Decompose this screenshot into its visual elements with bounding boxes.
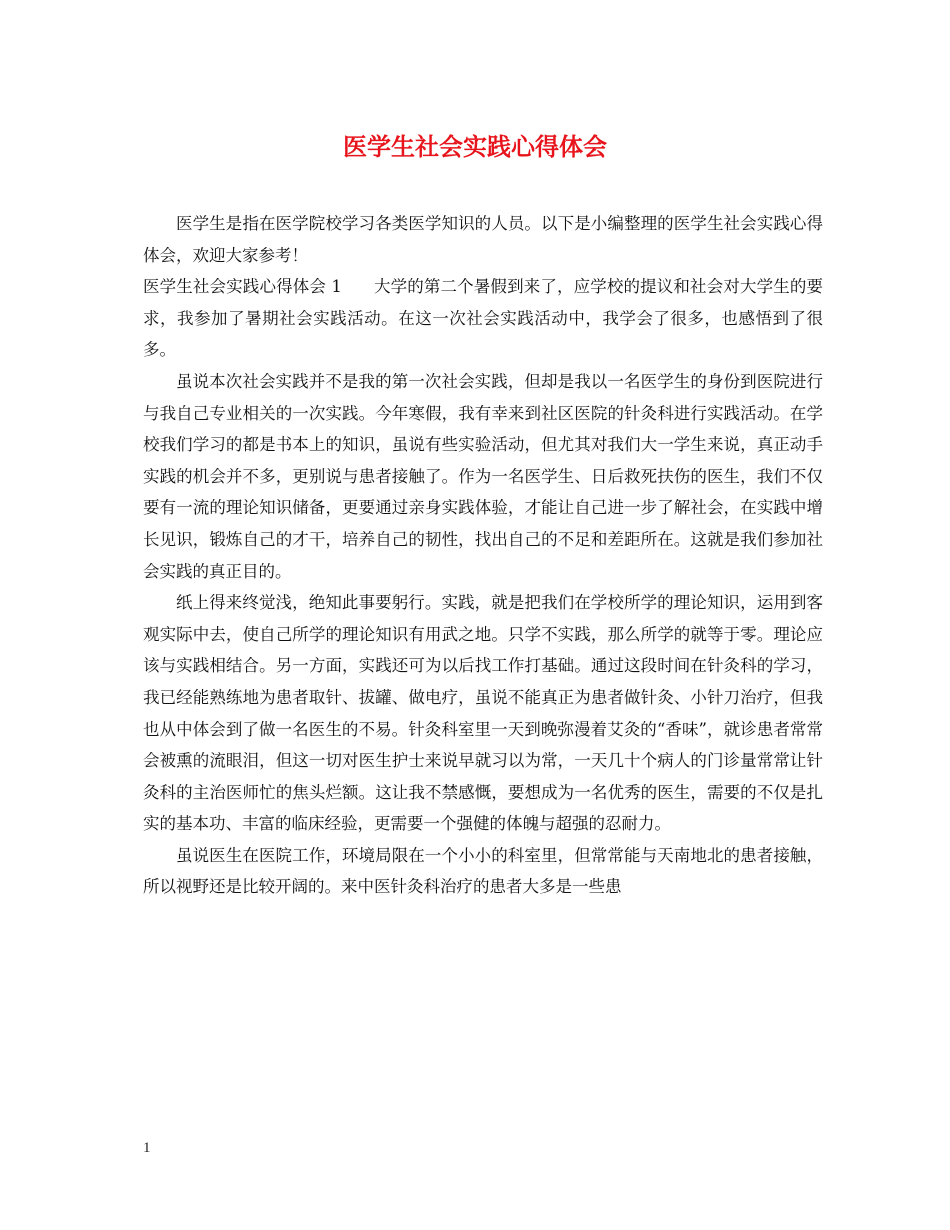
intro-paragraph: 医学生是指在医学院校学习各类医学知识的人员。以下是小编整理的医学生社会实践心得体会，欢迎大家参考！: [143, 214, 823, 265]
document-body: [143, 208, 823, 903]
paragraph-2: 虽说本次社会实践并不是我的第一次社会实践，但却是我以一名医学生的身份到医院进行与我自己专业相关的一次实践。今年寒假，我有幸来到社区医院的针灸科进行实践活动。在学校我们学习的都是书本上的知识，虽说有些实验活动，但尤其对我们大一学生来说，真正动手实践的机会并不多，更别说与患者接触了。作为一名医学生、日后救死扶伤的医生，我们不仅要有一流的理论知识储备，更要通过亲身实践体验，才能让自己进一步了解社会，在实践中增长见识，锻炼自己的才干，培养自己的韧性，找出自己的不足和差距所在。这就是我们参加社会实践的真正目的。: [143, 371, 823, 581]
section-1-text: 大学的第二个暑假到来了，应学校的提议和社会对大学生的要求，我参加了暑期社会实践活动。在这一次社会实践活动中，我学会了很多，也感悟到了很多。: [143, 277, 823, 360]
page-number: 1: [143, 1140, 151, 1156]
section-1-paragraph: [143, 271, 823, 366]
section-1-label: 医学生社会实践心得体会 1: [143, 277, 342, 297]
paragraph-4: 虽说医生在医院工作，环境局限在一个小小的科室里，但常常能与天南地北的患者接触，所以视野还是比较开阔的。来中医针灸科治疗的患者大多是一些患: [143, 845, 823, 897]
document-title: 医学生社会实践心得体会: [343, 132, 607, 161]
paragraph-3: 纸上得来终觉浅，绝知此事要躬行。实践，就是把我们在学校所学的理论知识，运用到客观实际中去，使自己所学的理论知识有用武之地。只学不实践，那么所学的就等于零。理论应该与实践相结合。另一方面，实践还可为以后找工作打基础。通过这段时间在针灸科的学习，我已经能熟练地为患者取针、拔罐、做电疗，虽说不能真正为患者做针灸、小针刀治疗，但我也从中体会到了做一名医生的不易。针灸科室里一天到晚弥漫着艾灸的“香味”，就诊患者常常会被熏的流眼泪，但这一切对医生护士来说早就习以为常，一天几十个病人的门诊量常常让针灸科的主治医师忙的焦头烂额。这让我不禁感慨，要想成为一名优秀的医生，需要的不仅是扎实的基本功、丰富的临床经验，更需要一个强健的体魄与超强的忍耐力。: [143, 593, 823, 834]
